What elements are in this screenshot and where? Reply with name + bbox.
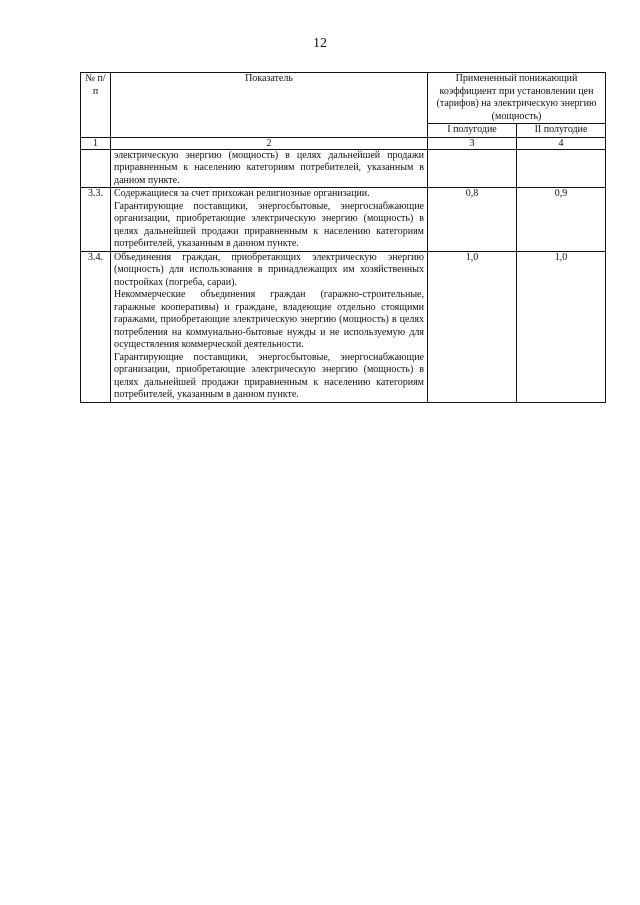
table-row [81,251,606,402]
description-paragraph: Гарантирующие поставщики, энергосбытовые, энергоснабжающие организации, приобретающие электрическую энергию (мощность) в целях дальнейшей продажи приравненным к населению категориям потребителей, указанным в данном пункте. [114,200,424,249]
coefficient-table [80,72,606,403]
coef-half-1: 0,8 [428,188,517,252]
table-row [81,188,606,252]
page-number: 12 [313,36,327,51]
coef-half-2 [517,149,606,188]
coef-half-1: 1,0 [428,251,517,402]
row-description [111,188,428,252]
table-header-row [81,73,606,124]
row-description [111,149,428,188]
header-indicator: Показатель [111,73,428,138]
column-number: 4 [517,137,606,149]
row-number [81,149,111,188]
column-number: 1 [81,137,111,149]
description-paragraph: Содержащиеся за счет прихожан религиозные организации. [114,188,370,199]
coef-half-2: 1,0 [517,251,606,402]
header-half-1: I полугодие [428,124,517,138]
row-description [111,251,428,402]
column-number: 2 [111,137,428,149]
description-paragraph: электрическую энергию (мощность) в целях дальнейшей продажи приравненным к населению категориям потребителей, указанным в данном пункте. [114,149,424,186]
row-number: 3.3. [81,188,111,252]
header-num: № п/п [81,73,111,138]
description-paragraph: Объединения граждан, приобретающих электрическую энергию (мощность) для использования в принадлежащих им хозяйственных постройках (погреба, сараи). [114,251,424,288]
column-numbers-row [81,137,606,149]
coef-half-1 [428,149,517,188]
row-number: 3.4. [81,251,111,402]
column-number: 3 [428,137,517,149]
header-half-2: II полугодие [517,124,606,138]
description-paragraph: Некоммерческие объединения граждан (гаражно-строительные, гаражные кооперативы) и граждане, владеющие отдельно стоящими гаражами, приобретающие электрическую энергию (мощность) в целях потребления на коммунально-бытовые нужды и не используемую для осуществления коммерческой деятельности. [114,289,424,350]
table-row [81,149,606,188]
coef-half-2: 0,9 [517,188,606,252]
header-coefficient: Примененный понижающий коэффициент при установлении цен (тарифов) на электрическую энергию (мощность) [428,73,606,124]
description-paragraph: Гарантирующие поставщики, энергосбытовые, энергоснабжающие организации, приобретающие электрическую энергию (мощность) в целях дальнейшей продажи приравненным к населению категориям потребителей, указанным в данном пункте. [114,351,424,400]
